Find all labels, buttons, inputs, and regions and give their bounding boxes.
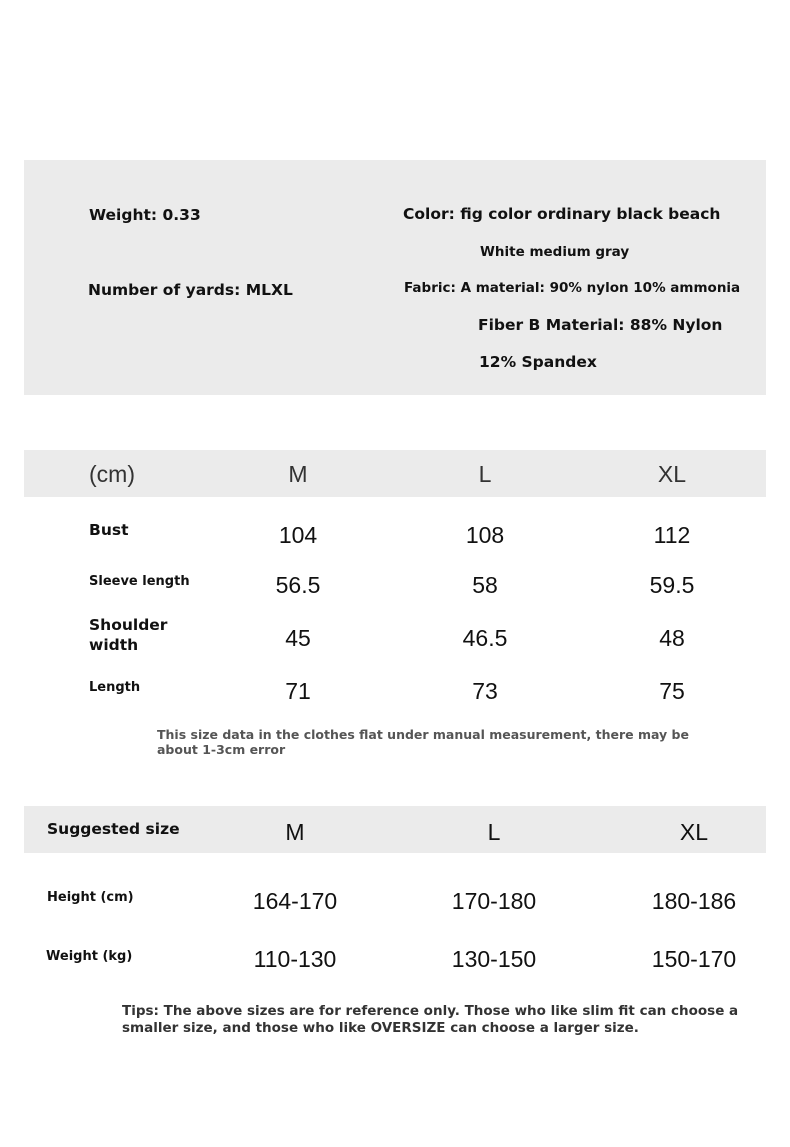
suggest-col-xl: XL bbox=[679, 819, 709, 845]
height-xl: 180-186 bbox=[651, 888, 737, 914]
length-xl: 75 bbox=[659, 678, 685, 704]
bust-xl: 112 bbox=[653, 522, 691, 548]
bust-l: 108 bbox=[465, 522, 505, 548]
size-table-header bbox=[24, 450, 766, 497]
sleeve-m: 56.5 bbox=[275, 572, 321, 598]
row-label-sleeve-length: Sleeve length bbox=[89, 574, 190, 589]
shoulder-m: 45 bbox=[285, 625, 311, 651]
weight-m: 110-130 bbox=[253, 946, 337, 972]
yards-text: Number of yards: MLXL bbox=[88, 281, 293, 299]
color-text: Color: fig color ordinary black beach bbox=[403, 205, 721, 223]
fabric-b-spandex-text: 12% Spandex bbox=[479, 353, 597, 371]
fabric-b-text: Fiber B Material: 88% Nylon bbox=[478, 316, 723, 334]
length-m: 71 bbox=[285, 678, 311, 704]
tips-text: Tips: The above sizes are for reference only. Those who like slim fit can choose a bbox=[122, 1003, 739, 1019]
suggest-col-m: M bbox=[285, 819, 305, 845]
height-l: 170-180 bbox=[451, 888, 537, 914]
sleeve-xl: 59.5 bbox=[649, 572, 695, 598]
bust-m: 104 bbox=[278, 522, 318, 548]
length-l: 73 bbox=[472, 678, 498, 704]
unit-header: (cm) bbox=[89, 461, 135, 487]
size-col-l: L bbox=[478, 461, 492, 487]
row-label-weight: Weight (kg) bbox=[46, 949, 133, 964]
size-col-m: M bbox=[288, 461, 308, 487]
tips-text-continued: smaller size, and those who like OVERSIZE can choose a larger size. bbox=[122, 1020, 639, 1036]
weight-text: Weight: 0.33 bbox=[89, 206, 201, 224]
color-text-continued: White medium gray bbox=[480, 244, 630, 260]
suggest-col-l: L bbox=[487, 819, 501, 845]
suggested-size-header: Suggested size bbox=[47, 820, 180, 838]
measurement-note-continued: about 1-3cm error bbox=[157, 742, 286, 757]
shoulder-l: 46.5 bbox=[462, 625, 508, 651]
row-label-shoulder: Shoulder bbox=[89, 616, 168, 634]
row-label-bust: Bust bbox=[89, 521, 129, 539]
measurement-note: This size data in the clothes flat under manual measurement, there may be bbox=[157, 727, 689, 742]
fabric-text: Fabric: A material: 90% nylon 10% ammonia bbox=[404, 280, 741, 296]
row-label-length: Length bbox=[89, 680, 141, 695]
size-col-xl: XL bbox=[657, 461, 687, 487]
weight-l: 130-150 bbox=[451, 946, 537, 972]
row-label-shoulder-width: width bbox=[89, 636, 139, 654]
height-m: 164-170 bbox=[252, 888, 338, 914]
shoulder-xl: 48 bbox=[659, 625, 685, 651]
row-label-height: Height (cm) bbox=[47, 890, 134, 905]
sleeve-l: 58 bbox=[472, 572, 498, 598]
product-info-panel bbox=[24, 160, 766, 395]
weight-xl: 150-170 bbox=[651, 946, 737, 972]
